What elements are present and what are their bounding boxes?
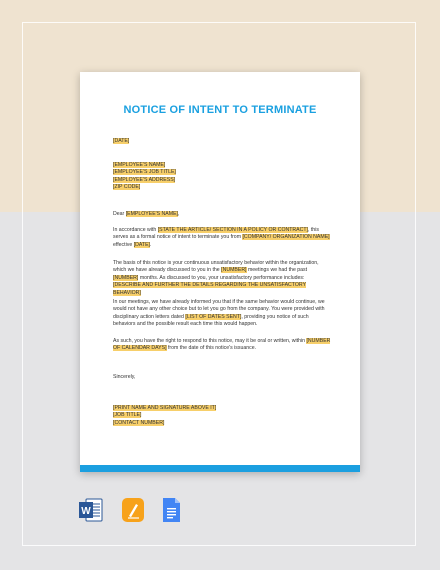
employee-name-placeholder: [EMPLOYEE'S NAME] [113, 162, 166, 168]
document-footer-bar [80, 465, 360, 472]
signature-job-title-placeholder: [JOB TITLE] [113, 412, 142, 419]
word-icon[interactable] [78, 496, 104, 524]
contact-number-placeholder: [CONTACT NUMBER] [113, 419, 165, 426]
paragraph-3: In our meetings, we have already informed you that if the same behavior would continue, we would not have any other choice but to let you go from the company. You were provided with disciplinary action letters dated [LIST OF DATES SENT], providing you notice of such behaviors and the possible result each time this would happen. [113, 299, 325, 328]
signature-placeholder: [PRINT NAME AND SIGNATURE ABOVE IT] [113, 405, 217, 411]
salutation-name-placeholder: [EMPLOYEE'S NAME] [125, 211, 178, 217]
job-title-placeholder: [EMPLOYEE'S JOB TITLE] [113, 169, 176, 176]
paragraph-2: The basis of this notice is your continuous unsatisfactory behavior within the organization, which we have already discussed to you in the [NUMBER] meetings we had the past [NUMBER] months. As discussed to you, your unsatisfactory performance includes: [DESCRIBE AND FURTHER THE DETAILS REGARDING THE UNSATISFACTORY BEHAVIOR] [113, 260, 319, 296]
pages-icon[interactable] [120, 496, 146, 524]
closing: Sincerely, [113, 374, 136, 380]
document-title: NOTICE OF INTENT TO TERMINATE [123, 104, 317, 116]
date-placeholder: [DATE] [113, 138, 130, 144]
paragraph-1: In accordance with [STATE THE ARTICLE/ SECTION IN A POLICY OR CONTRACT], this serves as a formal notice of intent to terminate you from [COMPANY/ ORGANIZATION NAME] effective [DATE]. [113, 227, 330, 248]
signature-block [113, 405, 331, 427]
address-block [113, 162, 331, 192]
employee-address-placeholder: [EMPLOYEE'S ADDRESS] [113, 176, 176, 183]
document-page [80, 72, 360, 472]
paragraph-4: As such, you have the right to respond to this notice, may it be oral or written, within [NUMBER OF CALENDAR DAYS] from the date of this notice's issuance. [113, 338, 331, 352]
zip-code-placeholder: [ZIP CODE] [113, 184, 141, 191]
svg-text:W: W [81, 506, 91, 517]
salutation: Dear [EMPLOYEE'S NAME], [113, 211, 180, 217]
date-line [113, 138, 331, 145]
google-docs-icon[interactable] [158, 496, 184, 524]
